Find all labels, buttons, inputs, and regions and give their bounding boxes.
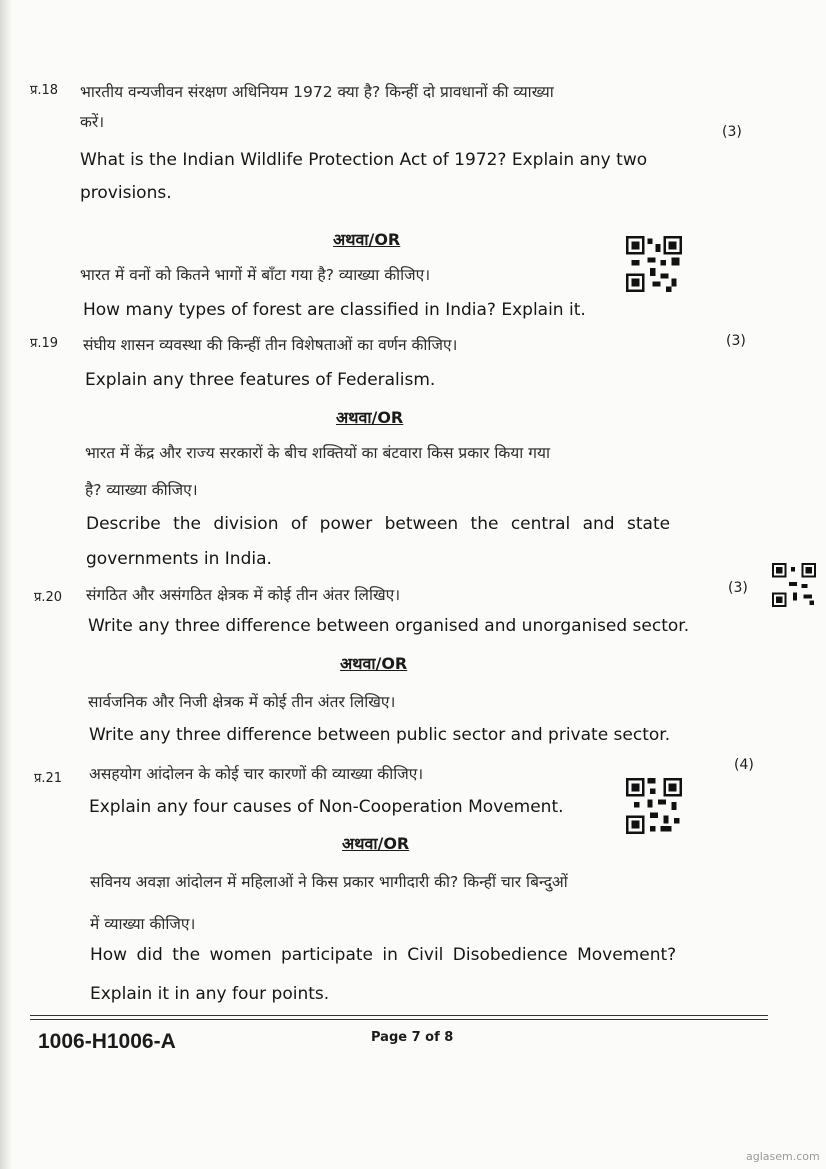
footer-divider	[30, 1015, 768, 1016]
question-18-english-line-1: What is the Indian Wildlife Protection Act of 1972? Explain any two	[80, 150, 648, 170]
question-21-english-line-1: Explain any four causes of Non-Cooperation Movement.	[89, 797, 564, 817]
paper-code: 1006-H1006-A	[38, 1030, 176, 1053]
question-19-number: प्र.19	[30, 336, 59, 351]
question-20-marks: (3)	[728, 580, 748, 596]
question-20-alt-english-line-1: Write any three difference between public sector and private sector.	[89, 725, 671, 745]
question-21-alt-hindi-line-2: में व्याख्या कीजिए।	[90, 915, 196, 933]
question-18-alt-hindi-line-1: भारत में वनों को कितने भागों में बाँटा गया है? व्याख्या कीजिए।	[80, 266, 431, 284]
question-19-alt-hindi-line-1: भारत में केंद्र और राज्य सरकारों के बीच शक्तियों का बंटवारा किस प्रकार किया गया	[85, 444, 550, 462]
footer-divider-secondary	[30, 1019, 768, 1020]
question-18-or-label: अथवा/OR	[333, 230, 401, 249]
question-21-number: प्र.21	[34, 771, 63, 786]
qr-code-icon	[626, 236, 682, 292]
question-20-alt-hindi-line-1: सार्वजनिक और निजी क्षेत्रक में कोई तीन अंतर लिखिए।	[88, 693, 396, 711]
question-21-marks: (4)	[734, 757, 754, 773]
question-18-number: प्र.18	[30, 83, 59, 98]
question-21-alt-english-line-1: How did the women participate in Civil Disobedience Movement?	[90, 945, 677, 965]
question-19-marks: (3)	[726, 333, 746, 349]
question-19-alt-english-line-2: governments in India.	[86, 549, 272, 569]
question-18-alt-english-line-1: How many types of forest are classified in India? Explain it.	[83, 300, 586, 320]
question-19-hindi-line-1: संघीय शासन व्यवस्था की किन्हीं तीन विशेषताओं का वर्णन कीजिए।	[83, 336, 458, 354]
question-19-alt-hindi-line-2: है? व्याख्या कीजिए।	[85, 481, 198, 499]
question-18-hindi-line-1: भारतीय वन्यजीवन संरक्षण अधिनियम 1972 क्या है? किन्हीं दो प्रावधानों की व्याख्या	[80, 83, 554, 101]
question-20-number: प्र.20	[34, 590, 63, 605]
question-20-english-line-1: Write any three difference between organised and unorganised sector.	[88, 616, 690, 636]
question-20-hindi-line-1: संगठित और असंगठित क्षेत्रक में कोई तीन अंतर लिखिए।	[86, 586, 401, 604]
question-21-alt-english-line-2: Explain it in any four points.	[90, 984, 330, 1004]
page-number: Page 7 of 8	[371, 1030, 454, 1045]
question-19-english-line-1: Explain any three features of Federalism.	[85, 370, 436, 390]
question-21-alt-hindi-line-1: सविनय अवज्ञा आंदोलन में महिलाओं ने किस प्रकार भागीदारी की? किन्हीं चार बिन्दुओं	[90, 873, 568, 891]
question-18-hindi-line-2: करें।	[80, 113, 105, 131]
question-20-or-label: अथवा/OR	[340, 654, 408, 673]
scan-edge-shadow	[0, 0, 12, 1169]
qr-code-icon	[626, 778, 682, 834]
question-19-or-label: अथवा/OR	[336, 408, 404, 427]
question-21-hindi-line-1: असहयोग आंदोलन के कोई चार कारणों की व्याख्या कीजिए।	[89, 765, 424, 783]
question-19-alt-english-line-1: Describe the division of power between the central and state	[86, 514, 671, 534]
qr-code-icon	[772, 563, 816, 607]
question-18-english-line-2: provisions.	[80, 183, 172, 203]
question-21-or-label: अथवा/OR	[342, 834, 410, 853]
watermark: aglasem.com	[746, 1150, 820, 1163]
question-18-marks: (3)	[722, 124, 742, 140]
